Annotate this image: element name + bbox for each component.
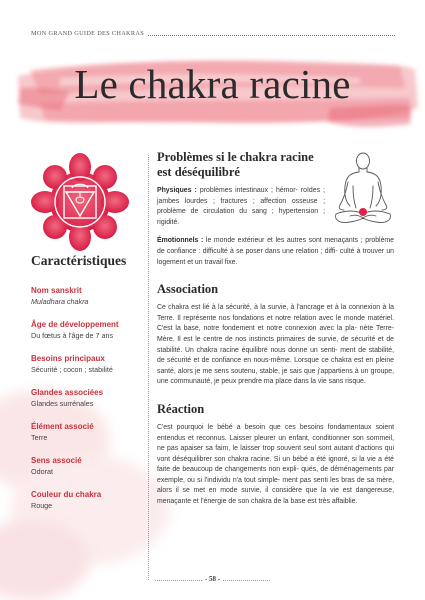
char-label: Sens associé [31, 456, 82, 465]
char-value: Odorat [31, 467, 53, 476]
page-number: - 58 - [202, 575, 223, 583]
char-label: Couleur du chakra [31, 490, 102, 499]
main-content [157, 150, 394, 508]
char-value: Sécurité ; cocon ; stabilité [31, 365, 113, 374]
muladhara-lotus-icon [28, 150, 132, 254]
physical-line: roïdes ; jambes lourdes ; fractures ; affection [157, 187, 325, 205]
physical-label: Physiques : [157, 187, 197, 194]
char-label: Âge de développement [31, 320, 119, 329]
association-line: ment de stabilité, de sécurité et de confiance en nous-même. Lorsque [157, 346, 394, 365]
char-item-age [31, 319, 139, 341]
char-label: Nom sanskrit [31, 286, 82, 295]
reaction-line: sommeil, ne pas apaiser sa faim, le laisser trop souvent seul sont [157, 434, 394, 453]
association-line: sécurité et de stabilité. Un chakra racine équilibré nous donne un senti- [157, 335, 394, 354]
char-item-element [31, 421, 139, 443]
char-value: Rouge [31, 501, 53, 510]
association-line: à la Terre. Il représente nos fondations et notre relation avec le monde [157, 304, 394, 322]
char-item-color [31, 489, 139, 511]
char-item-needs [31, 353, 139, 375]
physical-line: hypertension ; rigidité. [157, 208, 325, 226]
reaction-line: qués, de déménagements par exemple, ou si l'individu n'a tout simple- [157, 466, 394, 484]
association-title: Association [157, 282, 219, 297]
reaction-paragraph [157, 423, 394, 508]
page-title: Le chakra racine [74, 61, 351, 107]
char-item-glands [31, 387, 139, 409]
char-item-sanskrit [31, 285, 139, 307]
char-item-sense [31, 455, 139, 477]
char-value: Du fœtus à l'âge de 7 ans [31, 331, 114, 340]
reaction-line: entendus et reconnus. Laisser pleurer un enfant, conditionner son [157, 434, 364, 442]
column-divider [148, 155, 149, 580]
emotional-paragraph [157, 236, 394, 268]
reaction-line: C'est pourquoi le bébé a besoin que ces besoins fondamentaux soient [157, 423, 394, 431]
association-line: Ce chakra est lié à la sécurité, à la survie, à l'ancrage et à la connexion [157, 304, 381, 312]
running-title: MON GRAND GUIDE DES CHAKRAS [31, 30, 147, 37]
char-label: Élément associé [31, 422, 94, 431]
physical-line: problèmes intestinaux ; hémor- [199, 187, 298, 194]
reaction-section [157, 402, 394, 508]
emotional-line: problème de confiance : difficulté à se poser dans une relation ; diffi- [157, 237, 394, 255]
association-section [157, 282, 394, 388]
reaction-line: ment pas senti les bras de sa mère, alors il se met en mode survie, [157, 476, 395, 495]
reaction-line: été ignoré, si la vie a été faite de beaucoup de changements non expli- [157, 455, 394, 474]
problems-title-line-1: Problèmes si le chakra racine [157, 150, 314, 164]
reaction-title: Réaction [157, 401, 205, 416]
char-label: Glandes associées [31, 388, 104, 397]
problems-section [157, 150, 394, 268]
physical-line: osseuse ; problème de circulation du sang ; [157, 197, 325, 216]
emotional-line: le monde extérieur et les autres sont menaçants ; [205, 237, 363, 245]
association-line: nète Terre-Mère. Il est le centre de nos instincts primaires de survie, de [157, 325, 394, 343]
problems-title-line-2: est déséquilibré [157, 165, 240, 179]
association-paragraph [157, 303, 394, 388]
physical-paragraph [157, 186, 325, 228]
emotional-line: culté à trouver un logement et un travail fixe. [157, 247, 395, 266]
association-line: ce chakra est en pleine santé, alors je me sens soutenu, stable, je sais [157, 357, 395, 375]
char-label: Besoins principaux [31, 354, 105, 363]
reaction-line: chakra de la base est très affaiblie. [251, 498, 358, 506]
association-line: matériel. C'est la base, notre fondement et notre connexion avec la pla- [157, 314, 395, 333]
characteristics-panel [31, 253, 139, 523]
char-value: Terre [31, 433, 48, 442]
running-header [31, 30, 395, 42]
characteristics-heading: Caractéristiques [31, 253, 127, 268]
association-line: place dans la vie sans risque. [275, 378, 366, 386]
char-value: Glandes surrénales [31, 399, 94, 408]
reaction-line: il considère que la vie est dangereuse, menaçante et l'énergie de son [157, 487, 394, 506]
reaction-line: autant d'actions qui vont déséquilibrer son chakra racine. Si un bébé a [157, 445, 394, 463]
association-line: que j'appartiens à un groupe, une communauté, je peux prendre ma [157, 367, 395, 386]
char-value: Muladhara chakra [31, 297, 89, 306]
emotional-label: Émotionnels : [157, 237, 204, 245]
page-footer [0, 575, 425, 583]
